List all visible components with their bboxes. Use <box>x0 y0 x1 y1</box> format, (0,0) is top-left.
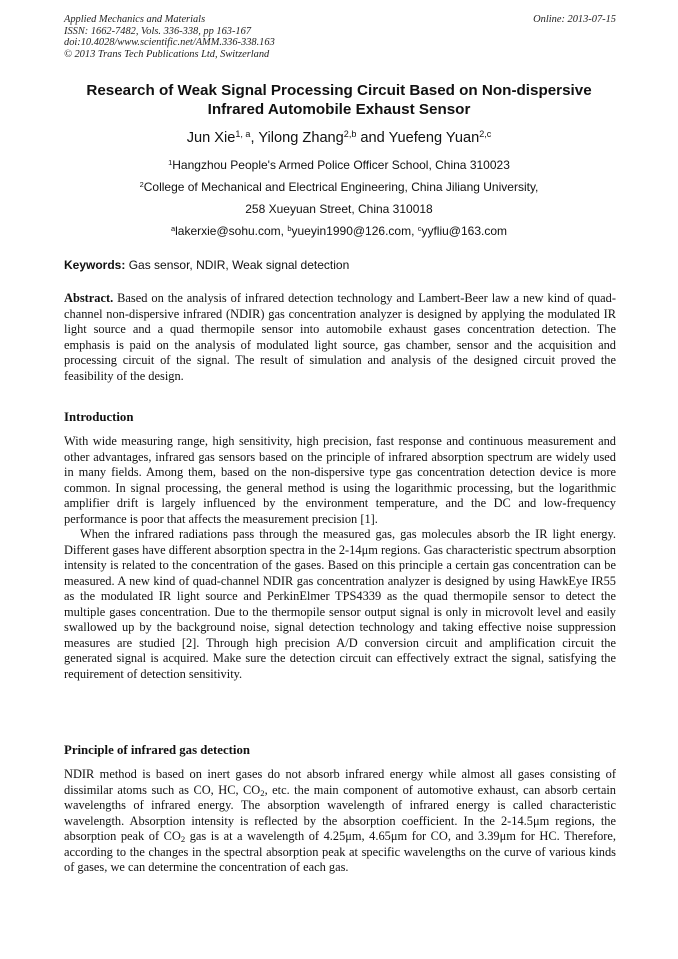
affiliation-2 <box>0 180 678 194</box>
paragraph: When the infrared radiations pass through the measured gas, gas molecules absorb the IR light energy. Different gases have different absorption spectra in the 2-14μm regions. Gas characteristic spectrum absorption intensity is related to the concentration of the gases. Based on this principle a certain gas concentration can be measured. A new kind of quad-channel NDIR gas concentration analyzer is designed by using HawkEye IR55 as the modulated IR light source and PerkinElmer TPS4339 as the quad thermopile sensor to detect the multiple gases concentration. Due to the thermopile sensor output signal is only in microvolt level and easily swallowed up by the background noise, signal detection technology and taking effective noise suppression measures are studied [2]. Through high precision A/D conversion circuit and amplification circuit the generated signal is acquired. Make sure the detection circuit can effectively extract the signal, satisfying the requirement of detection sensitivity. <box>64 527 616 681</box>
email-address: yyfliu@163.com <box>421 224 508 238</box>
abstract <box>64 291 616 384</box>
affiliation-superscript: 2 <box>139 179 144 189</box>
affiliation-text: Hangzhou People's Armed Police Officer School, China 310023 <box>172 158 510 172</box>
email-superscript: b <box>287 223 292 233</box>
affiliation-superscript: 1 <box>168 157 173 167</box>
author-superscript: 2,b <box>343 129 357 140</box>
author-separator: , <box>250 130 259 146</box>
page-header <box>64 14 616 60</box>
paper-title: Research of Weak Signal Processing Circuit Based on Non-dispersive Infrared Automobile Exhaust Sensor <box>86 82 592 118</box>
principle-body <box>64 767 616 876</box>
paragraph-text: , etc. the main component of automotive exhaust, can absorb certain wavelengths of infrared energy. The absorption wavelength of infrared energy is called characteristic wavelength. Absorption intensity is reflected by the absorption coefficient. In the 2-14.5μm regions, the absorption peak of CO <box>64 782 616 843</box>
issn-line: ISSN: 1662-7482, Vols. 336-338, pp 163-167 <box>64 25 252 37</box>
author-name: Yuefeng Yuan <box>388 130 480 146</box>
paragraph <box>64 767 616 876</box>
author-name: Jun Xie <box>186 130 236 146</box>
paragraph: With wide measuring range, high sensitivity, high precision, fast response and continuous measurement and other advantages, infrared gas sensors based on the principle of infrared absorption spectrum are widely used in many fields. Among them, based on the non-dispersive type gas concentration detection device is more common. In signal processing, the general method is using the logarithmic processing, but the logarithmic amplifier drift is largely influenced by the environment temperature, and the DC and low-frequency performance is poor that affects the measurement precision [1]. <box>64 434 616 526</box>
email-address: lakerxie@sohu.com <box>175 224 281 238</box>
principle-heading: Principle of infrared gas detection <box>64 743 250 757</box>
affiliation-1 <box>0 158 678 172</box>
introduction-body <box>64 434 616 682</box>
author-superscript: 1, a <box>235 129 251 140</box>
author-list <box>0 130 678 146</box>
paragraph-text: gas is at a wavelength of 4.25μm, 4.65μm for CO, and 3.39μm for HC. Therefore, according to the changes in the spectral absorption peak at specific wavelengths on the curve of various kinds of gases, we can determine the concentration of each gas. <box>64 829 616 874</box>
keywords-label: Keywords: <box>64 258 126 272</box>
affiliation-2-line-2: 258 Xueyuan Street, China 310018 <box>245 202 433 216</box>
affiliation-text: College of Mechanical and Electrical Engineering, China Jiliang University, <box>143 180 539 194</box>
author-name: Yilong Zhang <box>258 130 344 146</box>
copyright-line: © 2013 Trans Tech Publications Ltd, Switzerland <box>64 48 270 60</box>
subscript: 2 <box>260 787 265 798</box>
paragraph-text: NDIR method is based on inert gases do not absorb infrared energy while almost all gases consisting of dissimilar atoms such as CO, HC, CO <box>64 767 616 797</box>
abstract-label: Abstract. <box>64 291 114 305</box>
author-separator: and <box>356 130 389 146</box>
subscript: 2 <box>180 834 186 845</box>
doi-line: doi:10.4028/www.scientific.net/AMM.336-338.163 <box>64 37 275 49</box>
email-address: yueyin1990@126.com <box>291 224 412 238</box>
email-list: $^a$lakerxie@sohu.com, $^b$yueyin1990@126.com, $^c$yyfliu@163.com <box>170 223 508 238</box>
keywords <box>64 258 616 272</box>
author-superscript: 2,c <box>479 129 492 140</box>
keywords-text: Gas sensor, NDIR, Weak signal detection <box>128 258 350 272</box>
abstract-text: Based on the analysis of infrared detection technology and Lambert-Beer law a new kind of quad-channel non-dispersive infrared (NDIR) gas concentration analyzer is designed by applying the modulated IR light source and a quad thermopile sensor into automobile exhaust gases concentration detection. The emphasis is paid on the analysis of modulated light source, gas chamber, sensor and the acquisition and processing circuit of the signal. The result of simulation and analysis of the designed circuit proved the feasibility of the design. <box>64 291 616 383</box>
journal-name: Applied Mechanics and Materials <box>64 14 206 25</box>
online-date: Online: 2013-07-15 <box>533 14 616 25</box>
introduction-heading: Introduction <box>64 410 134 424</box>
email-superscript: c <box>417 223 422 233</box>
email-superscript: a <box>170 223 176 233</box>
